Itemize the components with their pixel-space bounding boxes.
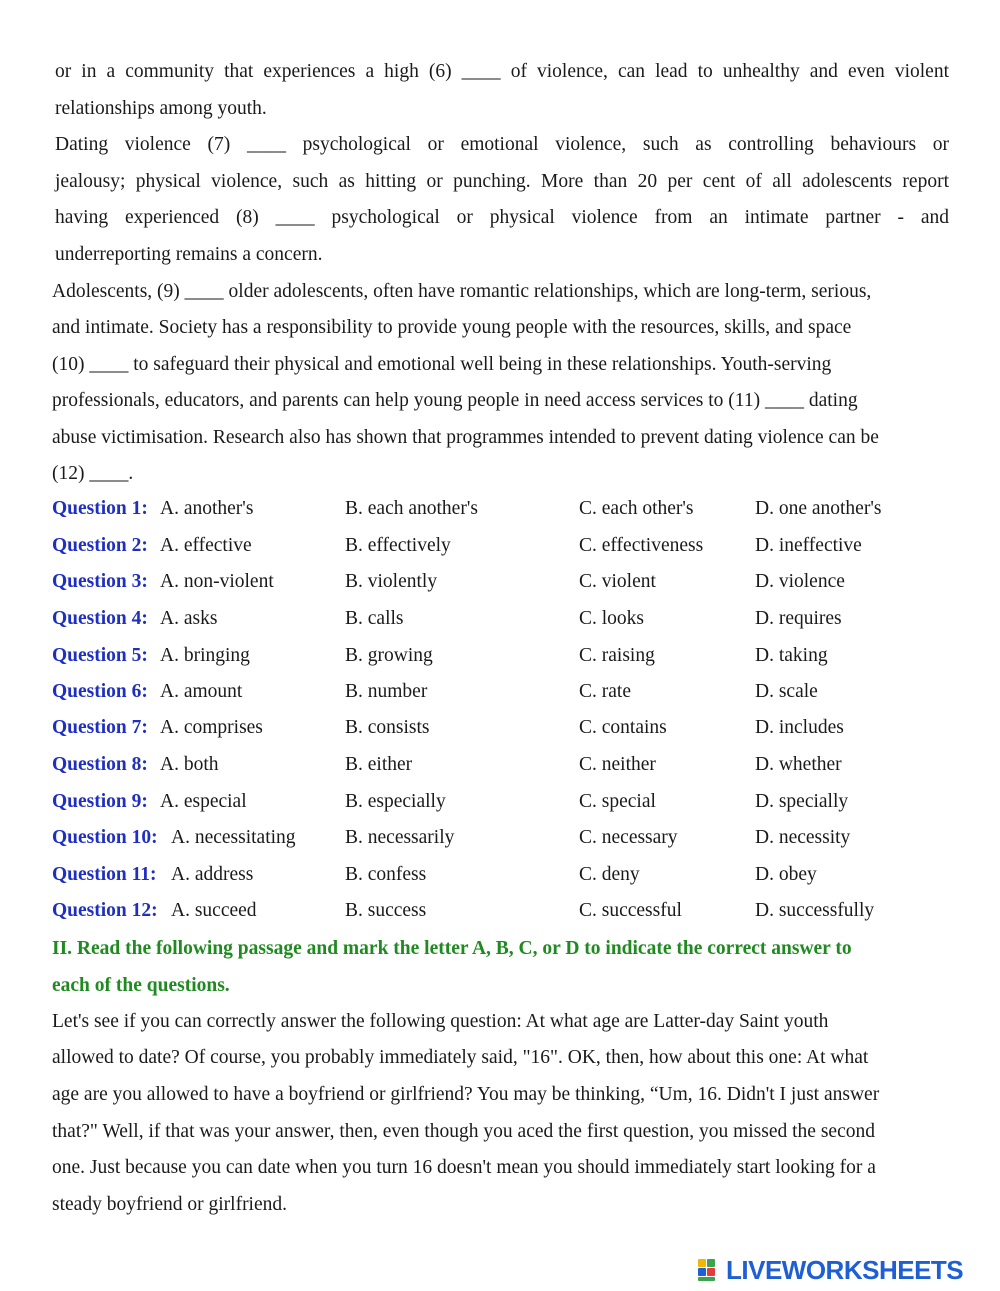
option-b[interactable]: B. consists <box>345 717 430 738</box>
option-c[interactable]: C. necessary <box>579 827 678 848</box>
option-c[interactable]: C. effectiveness <box>579 535 704 556</box>
question-row <box>52 496 952 522</box>
passage-line: having experienced (8) ____ psychological or physical violence from an intimate partner - and <box>55 207 949 228</box>
question-label: Question 2: <box>52 535 148 556</box>
question-label: Question 4: <box>52 608 148 629</box>
option-b[interactable]: B. calls <box>345 608 404 629</box>
option-d[interactable]: D. one another's <box>755 498 882 519</box>
logo-text: LIVEWORKSHEETS <box>726 1254 964 1285</box>
option-d[interactable]: D. taking <box>755 645 828 666</box>
option-a[interactable]: A. another's <box>160 498 254 519</box>
option-d[interactable]: D. scale <box>755 681 818 702</box>
question-row <box>52 862 952 888</box>
option-a[interactable]: A. bringing <box>160 645 250 666</box>
question-label: Question 5: <box>52 645 148 666</box>
option-a[interactable]: A. non-violent <box>160 571 274 592</box>
passage-line: one. Just because you can date when you turn 16 doesn't mean you should immediately start looking for a <box>52 1157 876 1178</box>
option-b[interactable]: B. effectively <box>345 535 451 556</box>
question-label: Question 10: <box>52 827 158 848</box>
option-b[interactable]: B. necessarily <box>345 827 455 848</box>
option-a[interactable]: A. effective <box>160 535 252 556</box>
passage-line: abuse victimisation. Research also has shown that programmes intended to prevent dating violence can be <box>52 427 879 448</box>
option-d[interactable]: D. obey <box>755 864 817 885</box>
option-d[interactable]: D. necessity <box>755 827 851 848</box>
option-b[interactable]: B. number <box>345 681 428 702</box>
passage-line: that?" Well, if that was your answer, then, even though you aced the first question, you missed the second <box>52 1121 875 1142</box>
passage-line: relationships among youth. <box>55 98 267 119</box>
passage-line: Dating violence (7) ____ psychological or emotional violence, such as controlling behaviours or <box>55 134 949 155</box>
option-c[interactable]: C. violent <box>579 571 656 592</box>
option-d[interactable]: D. violence <box>755 571 845 592</box>
question-row <box>52 679 952 705</box>
passage-line: Adolescents, (9) ____ older adolescents, often have romantic relationships, which are long-term, serious, <box>52 281 872 302</box>
question-row <box>52 789 952 815</box>
option-d[interactable]: D. specially <box>755 791 849 812</box>
option-c[interactable]: C. contains <box>579 717 667 738</box>
option-d[interactable]: D. requires <box>755 608 842 629</box>
question-label: Question 1: <box>52 498 148 519</box>
question-row <box>52 825 952 851</box>
question-row <box>52 606 952 632</box>
question-row <box>52 643 952 669</box>
question-label: Question 6: <box>52 681 148 702</box>
question-label: Question 7: <box>52 717 148 738</box>
passage-line: and intimate. Society has a responsibility to provide young people with the resources, skills, and space <box>52 317 852 338</box>
option-a[interactable]: A. both <box>160 754 219 775</box>
question-row <box>52 898 952 924</box>
option-a[interactable]: A. necessitating <box>171 827 296 848</box>
option-d[interactable]: D. ineffective <box>755 535 862 556</box>
question-row <box>52 752 952 778</box>
option-b[interactable]: B. each another's <box>345 498 478 519</box>
option-c[interactable]: C. raising <box>579 645 655 666</box>
passage-line: age are you allowed to have a boyfriend or girlfriend? You may be thinking, “Um, 16. Didn't I just answer <box>52 1084 880 1105</box>
option-d[interactable]: D. successfully <box>755 900 875 921</box>
question-label: Question 9: <box>52 791 148 812</box>
option-b[interactable]: B. confess <box>345 864 427 885</box>
option-b[interactable]: B. growing <box>345 645 433 666</box>
option-c[interactable]: C. special <box>579 791 656 812</box>
option-a[interactable]: A. address <box>171 864 254 885</box>
section-heading: II. Read the following passage and mark the letter A, B, C, or D to indicate the correct answer to <box>52 938 852 959</box>
passage-line: or in a community that experiences a high (6) ____ of violence, can lead to unhealthy and even violent <box>55 61 949 82</box>
question-row <box>52 569 952 595</box>
passage-line: (10) ____ to safeguard their physical and emotional well being in these relationships. Youth-serving <box>52 354 832 375</box>
question-row <box>52 533 952 559</box>
option-b[interactable]: B. violently <box>345 571 438 592</box>
option-b[interactable]: B. success <box>345 900 427 921</box>
question-label: Question 8: <box>52 754 148 775</box>
question-row <box>52 715 952 741</box>
option-c[interactable]: C. successful <box>579 900 682 921</box>
logo-mark-icon <box>698 1257 724 1283</box>
option-a[interactable]: A. amount <box>160 681 243 702</box>
passage-line: Let's see if you can correctly answer the following question: At what age are Latter-day Saint youth <box>52 1011 829 1032</box>
option-d[interactable]: D. whether <box>755 754 842 775</box>
option-c[interactable]: C. neither <box>579 754 656 775</box>
option-b[interactable]: B. either <box>345 754 413 775</box>
passage-line: steady boyfriend or girlfriend. <box>52 1194 288 1215</box>
option-a[interactable]: A. especial <box>160 791 247 812</box>
section-heading: each of the questions. <box>52 975 230 996</box>
question-label: Question 12: <box>52 900 158 921</box>
option-c[interactable]: C. each other's <box>579 498 694 519</box>
liveworksheets-logo <box>698 1252 998 1288</box>
passage-line: jealousy; physical violence, such as hitting or punching. More than 20 per cent of all adolescents report <box>55 171 949 192</box>
option-b[interactable]: B. especially <box>345 791 446 812</box>
option-c[interactable]: C. deny <box>579 864 640 885</box>
passage-line: underreporting remains a concern. <box>55 244 323 265</box>
option-a[interactable]: A. succeed <box>171 900 257 921</box>
option-c[interactable]: C. rate <box>579 681 631 702</box>
passage-line: (12) ____. <box>52 463 134 484</box>
option-a[interactable]: A. asks <box>160 608 218 629</box>
option-c[interactable]: C. looks <box>579 608 645 629</box>
passage-line: professionals, educators, and parents can help young people in need access services to (11) ____ dating <box>52 390 858 411</box>
option-a[interactable]: A. comprises <box>160 717 263 738</box>
question-label: Question 3: <box>52 571 148 592</box>
option-d[interactable]: D. includes <box>755 717 844 738</box>
question-label: Question 11: <box>52 864 157 885</box>
passage-line: allowed to date? Of course, you probably immediately said, "16". OK, then, how about this one: At what <box>52 1047 869 1068</box>
